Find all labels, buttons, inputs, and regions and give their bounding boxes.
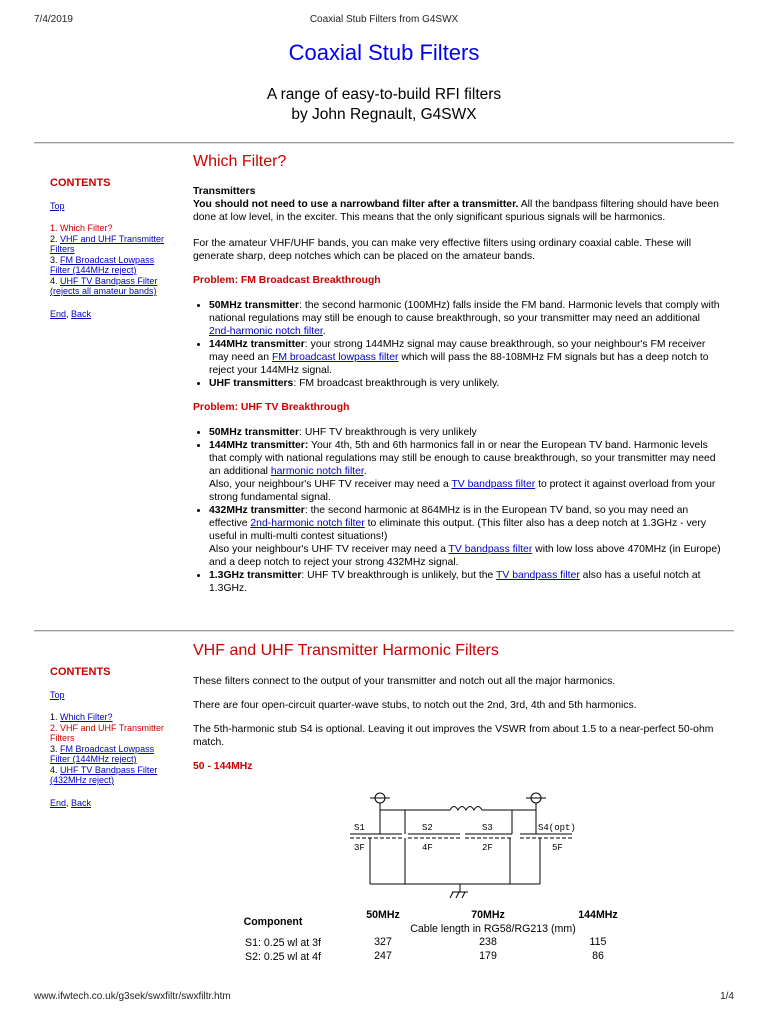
inductor-icon	[450, 807, 482, 811]
stub-freq-3: 2F	[482, 843, 493, 853]
subtitle-line-2: by John Regnault, G4SWX	[291, 106, 477, 123]
link-fm-lowpass[interactable]: FM broadcast lowpass filter	[271, 352, 399, 363]
link-harmonic-notch[interactable]: harmonic notch filter	[270, 466, 364, 477]
toc-link-uhf-tv[interactable]: UHF TV Bandpass Filter (rejects all amateur bands)	[50, 275, 158, 296]
list-item: • 144MHz transmitter: Your 4th, 5th and 6th harmonics fall in or near the European TV band. Harmonic levels that comply with national regulations may still be enough to cause breakthrough, so your transmitter may need an additional harmonic notch filter. Also, your neighbour's UHF TV receiver may need a TV bandpass filter to protect it against overload from your strong fundamental signal.	[209, 439, 723, 504]
list-item: • 144MHz transmitter: your strong 144MHz signal may cause breakthrough, so your neighbour's FM receiver may need an FM broadcast lowpass filter which will pass the 88-108MHz FM signals but has a deep notch to reject your 144MHz signal.	[209, 338, 723, 377]
tv-bullet-list	[193, 426, 723, 595]
back-link[interactable]: Back	[71, 308, 92, 319]
toc-item-2-label: VHF and UHF Transmitter Filters	[50, 722, 165, 743]
link-2nd-harmonic-notch[interactable]: 2nd-harmonic notch filter	[250, 518, 365, 529]
table-caption: Cable length in RG58/RG213 (mm)	[410, 923, 576, 935]
divider	[34, 630, 734, 632]
fm-bullet-list	[193, 299, 723, 390]
sidebar-contents-2	[50, 667, 175, 808]
col-header: 50MHz	[366, 909, 400, 921]
list-item: • 1.3GHz transmitter: UHF TV breakthrough is unlikely, but the TV bandpass filter also has a useful notch at 1.3GHz.	[209, 569, 723, 595]
print-url: www.ifwtech.co.uk/g3sek/swxfiltr/swxfiltr.htm	[34, 991, 231, 1002]
toc-item-1-label: Which Filter?	[60, 223, 113, 233]
page-title: Coaxial Stub Filters	[288, 40, 480, 65]
list-item: • 432MHz transmitter: the second harmonic at 864MHz is in the European TV band, so you may need an effective 2nd-harmonic notch filter to eliminate this output. (This filter also has a deep notch at 1.3GHz - very useful in multi-multi contest situations!) Also your neighbour's UHF TV receiver may need a TV bandpass filter with low loss above 470MHz (in Europe) and a deep notch to reject your strong 432MHz signal.	[209, 504, 723, 569]
link-tv-bandpass[interactable]: TV bandpass filter	[496, 570, 580, 581]
print-title: Coaxial Stub Filters from G4SWX	[309, 14, 459, 25]
toc-item-2: 2. VHF and UHF Transmitter Filters	[50, 233, 165, 254]
end-link[interactable]: End	[50, 797, 67, 808]
toc-item-3: 3. FM Broadcast Lowpass Filter (144MHz reject)	[50, 254, 155, 275]
divider	[34, 142, 734, 144]
para-stubs: There are four open-circuit quarter-wave stubs, to notch out the 2nd, 3rd, 4th and 5th harmonics.	[193, 700, 637, 711]
table-row: S2: 0.25 wl at 4f 247 179 86	[245, 950, 604, 963]
end-back-links: End, Back	[50, 308, 92, 319]
section-heading: Which Filter?	[193, 153, 287, 170]
col-header: 70MHz	[471, 909, 505, 921]
toc-link-uhf-tv[interactable]: UHF TV Bandpass Filter (432MHz reject)	[50, 764, 158, 785]
section-which-filter	[193, 152, 723, 595]
subtitle-line-1: A range of easy-to-build RFI filters	[266, 86, 502, 103]
toc-item-4: 4. UHF TV Bandpass Filter (rejects all amateur bands)	[50, 275, 158, 296]
toc-link-fm-lowpass[interactable]: FM Broadcast Lowpass Filter (144MHz reject)	[50, 743, 155, 764]
problem-tv-heading: Problem: UHF TV Breakthrough	[193, 402, 350, 413]
transmitters-text: You should not need to use a narrowband filter after a transmitter. All the bandpass filtering should have been done at low level, in the exciter. This means that the only significant spurious signals will be harmonics.	[193, 199, 719, 223]
page-subtitle	[0, 85, 768, 125]
stub-filter-schematic	[340, 790, 580, 910]
section-vhf-uhf-filters	[193, 641, 723, 773]
component-header: Component	[243, 916, 303, 928]
toc-item-1: 1. Which Filter?	[50, 223, 113, 233]
end-link[interactable]: End	[50, 308, 67, 319]
link-2nd-harmonic-notch[interactable]: 2nd-harmonic notch filter	[209, 326, 323, 337]
para-s4: The 5th-harmonic stub S4 is optional. Leaving it out improves the VSWR from about 1.5 to a near-perfect 50-ohm match.	[193, 724, 714, 748]
toc-item-4: 4. UHF TV Bandpass Filter (432MHz reject)	[50, 764, 158, 785]
table-row: S1: 0.25 wl at 3f 327 238 115	[245, 936, 607, 949]
section-heading: VHF and UHF Transmitter Harmonic Filters	[193, 642, 499, 659]
print-page-number: 1/4	[720, 991, 734, 1002]
list-item: • 50MHz transmitter: the second harmonic (100MHz) falls inside the FM band. Harmonic levels that comply with national regulations may still be enough to cause breakthrough, so your transmitter may need an additional 2nd-harmonic notch filter.	[209, 299, 723, 338]
toc-link-vhf-uhf[interactable]: VHF and UHF Transmitter Filters	[50, 233, 165, 254]
end-back-links: End, Back	[50, 797, 92, 808]
col-header: 144MHz	[578, 909, 618, 921]
toc-link-which-filter[interactable]: Which Filter?	[60, 712, 113, 722]
stub-freq-4: 5F	[552, 843, 563, 853]
link-tv-bandpass[interactable]: TV bandpass filter	[451, 479, 536, 490]
top-link[interactable]: Top	[50, 200, 65, 211]
band-heading: 50 - 144MHz	[193, 761, 253, 772]
list-item: • UHF transmitters: FM broadcast breakthrough is very unlikely.	[209, 377, 723, 390]
back-link[interactable]: Back	[71, 797, 92, 808]
toc-item-1: 1. Which Filter?	[50, 712, 113, 722]
sidebar-contents-1	[50, 178, 175, 319]
problem-fm-heading: Problem: FM Broadcast Breakthrough	[193, 275, 381, 286]
transmitters-heading: Transmitters	[193, 186, 256, 197]
stub-label-s4: S4(opt)	[538, 823, 576, 833]
top-link[interactable]: Top	[50, 689, 65, 700]
cable-length-table	[213, 909, 653, 963]
stub-freq-1: 3F	[354, 843, 365, 853]
toc-link-fm-lowpass[interactable]: FM Broadcast Lowpass Filter (144MHz reject)	[50, 254, 155, 275]
stub-freq-2: 4F	[422, 843, 433, 853]
stub-label-s3: S3	[482, 823, 493, 833]
link-tv-bandpass[interactable]: TV bandpass filter	[448, 544, 533, 555]
stub-label-s1: S1	[354, 823, 365, 833]
list-item: • 50MHz transmitter: UHF TV breakthrough is very unlikely	[209, 426, 723, 439]
print-date: 7/4/2019	[34, 14, 73, 25]
toc-item-2: 2. VHF and UHF Transmitter Filters	[50, 722, 165, 743]
contents-heading: CONTENTS	[50, 177, 111, 189]
stub-label-s2: S2	[422, 823, 433, 833]
coax-paragraph: For the amateur VHF/UHF bands, you can make very effective filters using ordinary coaxial cable. These will generate sharp, deep notches which can be placed on the amateur bands.	[193, 238, 692, 262]
para-connect: These filters connect to the output of your transmitter and notch out all the major harmonics.	[193, 676, 616, 687]
toc-item-3: 3. FM Broadcast Lowpass Filter (144MHz reject)	[50, 743, 155, 764]
contents-heading: CONTENTS	[50, 666, 111, 678]
